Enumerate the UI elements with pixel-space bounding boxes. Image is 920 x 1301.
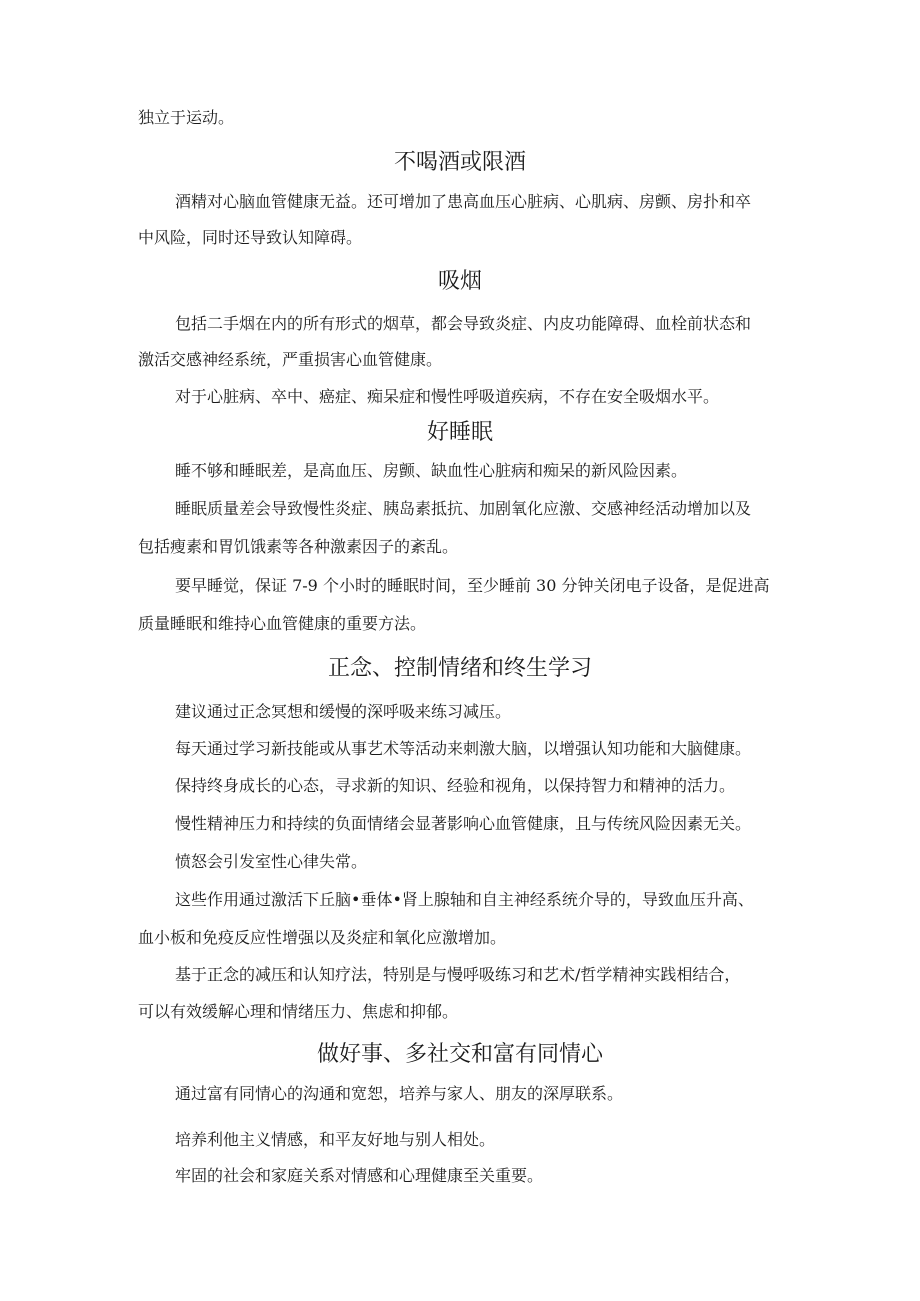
- paragraph-line: 建议通过正念冥想和缓慢的深呼吸来练习减压。: [175, 702, 512, 721]
- section-heading-kindness: 做好事、多社交和富有同情心: [316, 1042, 603, 1067]
- paragraph-line: 要早睡觉，保证 7-9 个小时的睡眠时间，至少睡前 30 分钟关闭电子设备，是促进高: [175, 576, 770, 595]
- paragraph-line: 独立于运动。: [138, 108, 235, 127]
- paragraph-line: 睡眠质量差会导致慢性炎症、胰岛素抵抗、加剧氧化应激、交感神经活动增加以及: [175, 499, 752, 518]
- paragraph-line: 质量睡眠和维持心血管健康的重要方法。: [138, 614, 427, 633]
- paragraph-line: 培养利他主义情感，和平友好地与别人相处。: [175, 1130, 496, 1149]
- section-heading-alcohol: 不喝酒或限酒: [393, 150, 526, 175]
- paragraph-line: 血小板和免疫反应性增强以及炎症和氧化应激增加。: [138, 928, 507, 947]
- paragraph-line: 通过富有同情心的沟通和宽恕，培养与家人、朋友的深厚联系。: [175, 1084, 624, 1103]
- paragraph-line: 对于心脏病、卒中、癌症、痴呆症和慢性呼吸道疾病，不存在安全吸烟水平。: [175, 387, 720, 406]
- paragraph-line: 中风险，同时还导致认知障碍。: [138, 228, 363, 247]
- paragraph-line: 牢固的社会和家庭关系对情感和心理健康至关重要。: [175, 1166, 544, 1185]
- paragraph-line: 愤怒会引发室性心律失常。: [175, 852, 368, 871]
- paragraph-line: 基于正念的减压和认知疗法，特别是与慢呼吸练习和艺术/哲学精神实践相结合，: [175, 965, 741, 984]
- paragraph-line: 包括瘦素和胃饥饿素等各种激素因子的紊乱。: [138, 537, 459, 556]
- paragraph-line: 睡不够和睡眠差，是高血压、房颤、缺血性心脏病和痴呆的新风险因素。: [175, 461, 688, 480]
- section-heading-sleep: 好睡眠: [426, 420, 493, 445]
- paragraph-line: 激活交感神经系统，严重损害心血管健康。: [138, 350, 443, 369]
- paragraph-line: 酒精对心脑血管健康无益。还可增加了患高血压心脏病、心肌病、房颤、房扑和卒: [175, 192, 752, 211]
- paragraph-line: 可以有效缓解心理和情绪压力、焦虑和抑郁。: [138, 1002, 459, 1021]
- section-heading-smoking: 吸烟: [437, 269, 482, 294]
- paragraph-line: 这些作用通过激活下丘脑•垂体•肾上腺轴和自主神经系统介导的，导致血压升高、: [175, 890, 754, 909]
- paragraph-line: 包括二手烟在内的所有形式的烟草，都会导致炎症、内皮功能障碍、血栓前状态和: [175, 314, 752, 333]
- paragraph-line: 每天通过学习新技能或从事艺术等活动来刺激大脑，以增强认知功能和大脑健康。: [175, 739, 752, 758]
- paragraph-line: 保持终身成长的心态，寻求新的知识、经验和视角，以保持智力和精神的活力。: [175, 776, 736, 795]
- section-heading-mindfulness: 正念、控制情绪和终生学习: [327, 656, 592, 681]
- paragraph-line: 慢性精神压力和持续的负面情绪会显著影响心血管健康，且与传统风险因素无关。: [175, 814, 752, 833]
